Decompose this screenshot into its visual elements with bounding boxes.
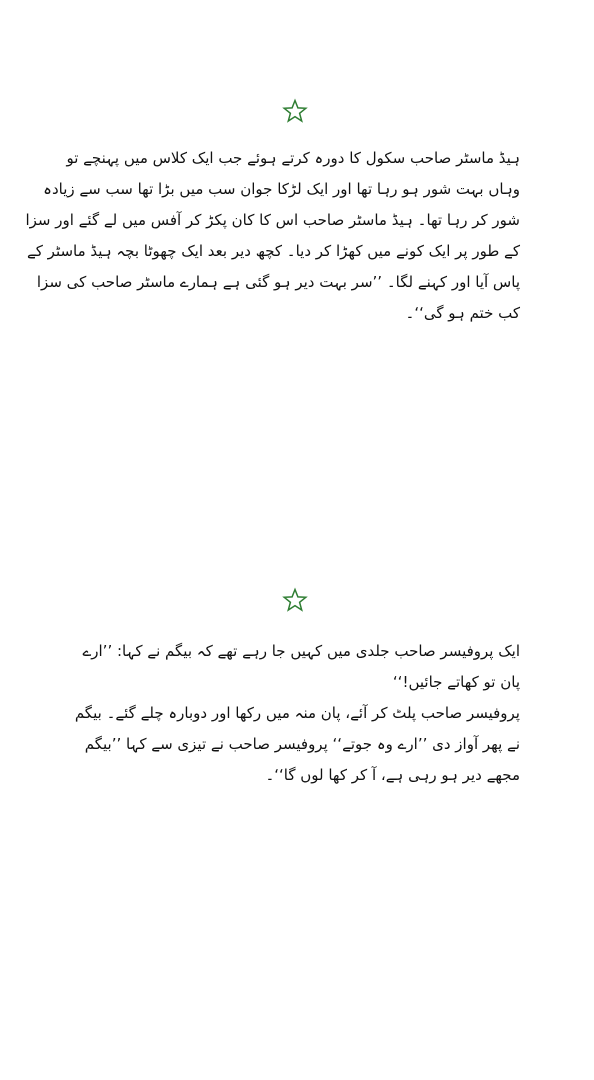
joke-2-text <box>74 636 520 791</box>
joke-1-line: پاس آیا اور کہنے لگا۔ ’’سر بہت دیر ہو گئی ہے ہمارے ماسٹر صاحب کی سزا <box>36 273 520 291</box>
joke-1-line: وہاں بہت شور ہو رہا تھا اور ایک لڑکا جوان سب میں بڑا تھا سب سے زیادہ <box>43 180 520 198</box>
joke-1-line: ہیڈ ماسٹر صاحب سکول کا دورہ کرتے ہوئے جب ایک کلاس میں پہنچے تو <box>66 149 520 167</box>
joke-2-paragraph <box>82 636 520 698</box>
joke-1-line: کب ختم ہو گی‘‘۔ <box>405 304 520 322</box>
joke-2-line: پان تو کھاتے جائیں!‘‘ <box>392 673 520 691</box>
joke-1-line: کے طور پر ایک کونے میں کھڑا کر دیا۔ کچھ دیر بعد ایک چھوٹا بچہ ہیڈ ماسٹر کے <box>26 242 520 260</box>
star-icon <box>283 99 307 123</box>
joke-1-line: شور کر رہا تھا۔ ہیڈ ماسٹر صاحب اس کا کان پکڑ کر آفس میں لے گئے اور سزا <box>25 211 520 229</box>
joke-2-line: نے پھر آواز دی ’’ارے وہ جوتے‘‘ پروفیسر صاحب نے تیزی سے کہا ’’بیگم <box>84 735 520 753</box>
joke-2-line: مجھے دیر ہو رہی ہے، آ کر کھا لوں گا‘‘۔ <box>265 766 520 784</box>
joke-2-paragraph <box>74 698 520 791</box>
joke-2-line: ایک پروفیسر صاحب جلدی میں کہیں جا رہے تھے کہ بیگم نے کہا: ’’ارے <box>82 642 520 660</box>
joke-2-line: پروفیسر صاحب پلٹ کر آئے، پان منہ میں رکھا اور دوبارہ چلے گئے۔ بیگم <box>74 704 520 722</box>
joke-1-text <box>25 143 520 329</box>
star-icon <box>283 588 307 612</box>
